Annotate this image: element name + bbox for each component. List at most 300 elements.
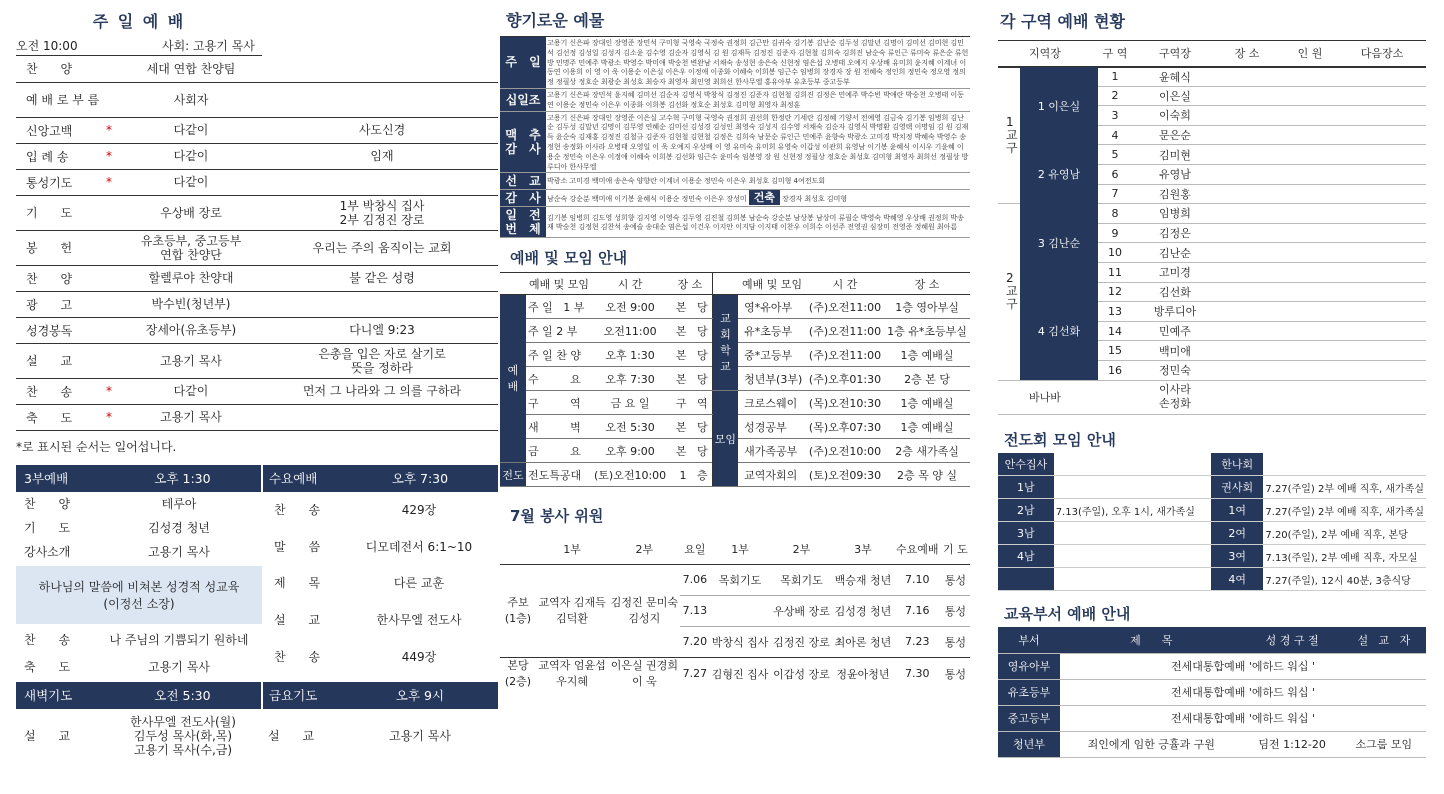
offering-type: 주 일: [500, 37, 546, 89]
meeting-place: 1층 유*초등부실: [884, 319, 970, 343]
order-detail: [266, 404, 498, 430]
duty-date: 7.06: [682, 573, 708, 587]
women-group: 4여: [1211, 568, 1263, 591]
edu-subject: 죄인에게 임한 긍휼과 구원: [1060, 731, 1243, 757]
volunteer-title: 7월 봉사 위원: [510, 507, 604, 526]
prayer-3: 백승재 청년: [834, 573, 892, 587]
offering-type: 선 교: [500, 173, 546, 190]
prayer-1: [709, 595, 770, 626]
groups-head-cell: 구 역: [1092, 41, 1138, 67]
sunday-row: [16, 82, 498, 117]
dept: 영유아부: [998, 653, 1060, 679]
prayer-3: 최아론 청년: [834, 635, 892, 649]
sunday-header: [16, 36, 262, 56]
group-number: 8: [1092, 204, 1138, 224]
edu-title: 교육부서 예배 안내: [1004, 605, 1131, 623]
district-leader: 4 김선화: [1020, 282, 1098, 380]
group-leader: 방루디아: [1138, 302, 1212, 322]
women-schedule: 7.13(주일), 2부 예배 직후, 자모실: [1263, 545, 1426, 568]
third-highlight: 하나님의 말씀에 비쳐본 성경적 성교육 (이정선 소장): [16, 566, 262, 624]
prayer-type: 통성: [944, 635, 967, 649]
meeting-place: 2층 본 당: [884, 367, 970, 391]
volunteer-row: [500, 657, 970, 690]
volunteer-head-cell: 3부: [854, 542, 872, 556]
women-schedule: 7.27(주일) 2부 예배 직후, 새가족실: [1263, 476, 1426, 499]
order-person: 장세아(유초등부): [116, 317, 266, 343]
edu-head-cell: 제 목: [1060, 627, 1243, 653]
meeting-time: (주)오전11:00: [806, 295, 884, 319]
dawn-label: 설 교: [24, 729, 71, 743]
offering-cell: [546, 190, 970, 207]
service-label: 찬 송: [274, 649, 321, 664]
meeting-name: 주 일 찬 양: [526, 343, 592, 367]
order-detail: 사도신경: [266, 117, 498, 143]
offering-cell: [546, 207, 970, 238]
duty-date: 7.13: [682, 604, 708, 618]
order-detail: 임재: [266, 143, 498, 169]
service-value: 한사무엘 전도사: [376, 613, 462, 628]
edu-row: [998, 705, 1426, 731]
stand-mark: [102, 265, 116, 291]
edu-head: [998, 627, 1426, 653]
sunday-row: [16, 195, 498, 230]
order-detail: 은총을 입은 자로 살기로 뜻을 정하라: [266, 343, 498, 378]
group-number: 13: [1092, 302, 1138, 322]
men-group: [998, 568, 1054, 591]
stand-mark: [102, 82, 116, 117]
order-detail: [266, 169, 498, 195]
order-person: 다같이: [116, 143, 266, 169]
volunteer-row: [500, 564, 970, 595]
offering-names: 고용기 신은파 장민석 윤지혜 김미선 김순자 김영식 박창식 김정진 김준자 김현철 김희진 김정은 민예주 박수빈 박애란 박숭천 오병태 이동연 이용순 정민숙 이은우 이종화 이희봉 김선화 정호순 최성호 김미형 최영자 최정훈: [547, 89, 964, 109]
meeting-name: 수 요: [526, 367, 592, 391]
groups-title: 각 구역 예배 현황: [1000, 12, 1125, 31]
group-leader: 김선화: [1138, 282, 1212, 302]
volunteer-head: [500, 533, 970, 564]
group-leader: 김정은: [1138, 223, 1212, 243]
gathering-side: 모임: [712, 391, 738, 487]
offering-row: [500, 173, 970, 190]
sunday-row: [16, 143, 498, 169]
men-schedule: [1054, 545, 1211, 568]
edu-row: [998, 653, 1426, 679]
order-label: 찬 양: [16, 265, 102, 291]
prayer-type: 통성: [944, 604, 967, 618]
order-person: 다같이: [116, 169, 266, 195]
group-number: 10: [1092, 243, 1138, 263]
meeting-time: 오전 5:30: [592, 415, 668, 439]
group-leader: 임병희: [1138, 204, 1212, 224]
meeting-time: (목)오전10:30: [806, 391, 884, 415]
service-row: [266, 492, 498, 529]
sunday-row: [16, 56, 498, 82]
group-leader: 백미애: [1138, 341, 1212, 361]
order-detail: 먼저 그 나라와 그 의를 구하라: [266, 378, 498, 404]
meeting-name: 주 일 1 부: [526, 295, 592, 319]
men-schedule: [1054, 453, 1211, 476]
meeting-time: 오전11:00: [592, 319, 668, 343]
friday-title: 금요기도: [262, 682, 342, 709]
groups-head: [998, 41, 1426, 67]
order-label: 광 고: [16, 291, 102, 317]
evangel-table: [998, 453, 1426, 592]
group-number: 3: [1092, 106, 1138, 126]
edu-head-cell: 부서: [998, 627, 1060, 653]
meeting-name: 새가족공부: [738, 439, 806, 463]
evangel-row: [998, 545, 1426, 568]
third-title: 3부예배: [24, 471, 69, 486]
prayer-1: 목회기도: [718, 573, 762, 587]
meeting-name: 유*초등부: [738, 319, 806, 343]
evangel-row: [998, 499, 1426, 522]
edu-subject: 전세대통합예배 '에하드 워십 ': [1060, 705, 1426, 731]
volunteer-head-cell: 2부: [792, 542, 811, 556]
sunday-time: 오전 10:00: [16, 39, 78, 53]
stand-mark: [102, 291, 116, 317]
order-label: 입 례 송: [16, 143, 102, 169]
service-row: [16, 653, 262, 680]
sunday-service-column: [16, 0, 473, 794]
women-group: 3여: [1211, 545, 1263, 568]
friday-time: 오후 9시: [395, 688, 445, 703]
meeting-head-cell: 예배 및 모임: [738, 273, 806, 295]
group-number: 11: [1092, 262, 1138, 282]
sunday-row: [16, 378, 498, 404]
order-person: 박수빈(청년부): [116, 291, 266, 317]
sunday-row: [16, 291, 498, 317]
wed-rows: [266, 492, 498, 675]
men-schedule: [1054, 568, 1211, 591]
sunday-row: [16, 343, 498, 378]
order-person: 다같이: [116, 117, 266, 143]
group-leader: 김미현: [1138, 145, 1212, 165]
men-group: 안수집사: [998, 453, 1054, 476]
sunday-row: [16, 404, 498, 430]
dawn-time: 오전 5:30: [154, 688, 211, 703]
offering-row: [500, 37, 970, 89]
service-row: [266, 601, 498, 638]
service-row: [16, 626, 262, 653]
prayer-type: 통성: [944, 667, 967, 681]
volunteer-head-cell: 요일: [684, 542, 706, 556]
volunteer-1: 교역자 김재득 김덕환: [538, 595, 606, 625]
stand-mark: *: [102, 143, 116, 169]
barnabas-names: 이사라 손정화: [1138, 380, 1212, 414]
wed-time: 오후 7:30: [391, 471, 449, 486]
meeting-row: [500, 295, 970, 319]
meeting-time: (목)오후07:30: [806, 415, 884, 439]
meeting-place: 본 당: [668, 367, 712, 391]
order-person: 다같이: [116, 378, 266, 404]
men-group: 3남: [998, 522, 1054, 545]
third-rows-2: [16, 626, 262, 680]
edu-verse: 딤전 1:12-20: [1243, 731, 1342, 757]
service-value: 고용기 목사: [148, 659, 210, 674]
women-group: 권사회: [1211, 476, 1263, 499]
volunteer-2: 이은실 권경희 이 욱: [610, 658, 678, 688]
stand-mark: [102, 230, 116, 265]
service-row: [266, 638, 498, 675]
offering-type: 감 사: [500, 190, 546, 207]
district-1: 1 교 구: [998, 67, 1092, 204]
service-row: [16, 540, 262, 564]
wed-date: 7.23: [904, 635, 930, 649]
edu-table: [998, 627, 1426, 758]
meeting-time: (토)오전10:00: [592, 463, 668, 487]
order-label: 봉 헌: [16, 230, 102, 265]
order-detail: [266, 291, 498, 317]
service-label: 강사소개: [24, 545, 71, 559]
meeting-time: 오후 9:00: [592, 439, 668, 463]
group-number: 6: [1092, 164, 1138, 184]
offering-names: 남순숙 강순분 백미애 이기봉 윤혜식 이용순 정민숙 이은우 장성미: [547, 193, 747, 203]
service-label: 말 씀: [274, 539, 321, 554]
meeting-name: 크로스웨이: [738, 391, 806, 415]
meeting-name: 중*고등부: [738, 343, 806, 367]
group-leader: 윤혜식: [1138, 67, 1212, 87]
edu-subject: 전세대통합예배 '에하드 워십 ': [1060, 679, 1426, 705]
worship-side: 예 배: [500, 295, 526, 463]
men-schedule: [1054, 522, 1211, 545]
group-number: 2: [1092, 86, 1138, 106]
order-person: 유초등부, 중고등부 연합 찬양단: [116, 230, 266, 265]
meeting-place: 본 당: [668, 439, 712, 463]
volunteer-head-cell: 1부: [731, 542, 749, 556]
women-schedule: [1263, 453, 1426, 476]
volunteer-head-cell: 2부: [635, 542, 654, 556]
third-wed-table: [16, 465, 498, 492]
prayer-3: 김성경 청년: [834, 604, 892, 618]
group-leader: 이은실: [1138, 86, 1212, 106]
dept: 청년부: [998, 731, 1060, 757]
offering-names: 박광소 고미경 백미애 송은숙 양향란 이계녀 이용순 정민숙 이은우 최성호 김미형 4여전도회: [547, 176, 825, 186]
stand-mark: *: [102, 378, 116, 404]
offering-type: 일 전 번 체: [500, 207, 546, 238]
volunteer-table: [500, 533, 970, 690]
sunday-order-table: [16, 56, 498, 431]
men-schedule: 7.13(주일), 오후 1시, 새가족실: [1054, 499, 1211, 522]
order-detail: 불 같은 성령: [266, 265, 498, 291]
meeting-head-cell: 시 간: [806, 273, 884, 295]
volunteer-head-cell: 수요예배: [895, 542, 939, 556]
group-number: 15: [1092, 341, 1138, 361]
third-time: 오후 1:30: [154, 471, 211, 486]
group-number: 7: [1092, 184, 1138, 204]
wed-date: 7.30: [904, 667, 930, 681]
group-number: 4: [1092, 125, 1138, 145]
meeting-name: 성경공부: [738, 415, 806, 439]
meeting-time: 오후 1:30: [592, 343, 668, 367]
group-number: 16: [1092, 360, 1138, 380]
wed-body: [262, 492, 498, 680]
service-value: 김성경 청년: [148, 521, 210, 535]
offering-cell: [546, 173, 970, 190]
meeting-name: 청년부(3부): [738, 367, 806, 391]
meeting-place: 2층 새가족실: [884, 439, 970, 463]
volunteer-2: 김정진 문미숙 김성지: [610, 595, 678, 625]
meeting-time: (주)오전11:00: [806, 319, 884, 343]
meeting-time: 금 요 일: [592, 391, 668, 415]
offering-row: [500, 207, 970, 238]
service-label: 제 목: [274, 576, 321, 591]
sunday-row: [16, 169, 498, 195]
stand-mark: [102, 343, 116, 378]
group-number: 12: [1092, 282, 1138, 302]
offering-title: 향기로운 예물: [506, 11, 605, 30]
meeting-head-cell: 예배 및 모임: [526, 273, 592, 295]
meeting-name: 금 요: [526, 439, 592, 463]
building-names: 장경자 최성호 김미형: [781, 193, 848, 203]
order-detail: [266, 56, 498, 82]
meeting-place: 1 층: [668, 463, 712, 487]
prayer-2: 김정진 장로: [773, 635, 830, 649]
order-person: 고용기 목사: [116, 343, 266, 378]
order-detail: 우리는 주의 움직이는 교회: [266, 230, 498, 265]
stand-mark: *: [102, 117, 116, 143]
wed-title: 수요예배: [262, 465, 342, 492]
stand-mark: *: [102, 169, 116, 195]
building-tag: 건축: [749, 190, 780, 205]
order-person: 할렐루야 찬양대: [116, 265, 266, 291]
edu-head-cell: 설 교 자: [1342, 627, 1426, 653]
group-leader: 김원홍: [1138, 184, 1212, 204]
groups-head-cell: 인 원: [1282, 41, 1338, 67]
offering-type: 십일조: [500, 88, 546, 111]
women-group: 한나회: [1211, 453, 1263, 476]
district-2: 2 교 구: [998, 204, 1092, 380]
prayer-2: 이갑성 장로: [773, 667, 830, 681]
sunday-row: [16, 117, 498, 143]
groups-column: [998, 0, 1426, 794]
groups-head-cell: 지역장: [998, 41, 1092, 67]
order-label: 설 교: [16, 343, 102, 378]
group-leader: 이숙희: [1138, 106, 1212, 126]
order-label: 기 도: [16, 195, 102, 230]
meeting-time: (토)오전09:30: [806, 463, 884, 487]
dawn-value: 한사무엘 전도사(월) 김두성 목사(화,목) 고용기 목사(수,금): [130, 714, 236, 757]
service-row: [266, 565, 498, 602]
service-value: 449장: [401, 649, 437, 664]
groups-head-cell: 장 소: [1212, 41, 1282, 67]
offering-row: [500, 111, 970, 173]
service-value: 고용기 목사: [148, 545, 210, 559]
service-label: 찬 송: [274, 503, 321, 518]
service-value: 테루아: [161, 497, 197, 511]
order-label: 찬 송: [16, 378, 102, 404]
evangel-side: 전도: [500, 463, 526, 487]
wed-date: 7.10: [904, 573, 930, 587]
volunteer-head-cell: 1부: [563, 542, 581, 556]
meeting-head-cell: 시 간: [592, 273, 668, 295]
women-schedule: 7.20(주일), 2부 예배 직후, 본당: [1263, 522, 1426, 545]
dawn-fri-table: [16, 682, 498, 763]
meeting-time: (주)오후01:30: [806, 367, 884, 391]
meeting-time: (주)오전10:00: [806, 439, 884, 463]
women-group: 1여: [1211, 499, 1263, 522]
women-schedule: 7.27(주일), 12시 40분, 3층식당: [1263, 568, 1426, 591]
order-person: 고용기 목사: [116, 404, 266, 430]
sunday-host: 사회: 고용기 목사: [162, 39, 255, 53]
sunday-row: [16, 317, 498, 343]
third-wed-body: [16, 492, 498, 680]
service-value: 디모데전서 6:1~10: [365, 539, 473, 554]
volunteer-1: 교역자 엄윤섭 우지혜: [538, 658, 606, 688]
meeting-name: 영*유아부: [738, 295, 806, 319]
sunday-row: [16, 265, 498, 291]
order-person: 우상배 장로: [116, 195, 266, 230]
duty-date: 7.20: [682, 635, 708, 649]
edu-row: [998, 731, 1426, 757]
dawn-title: 새벽기도: [24, 688, 73, 703]
meeting-place: 구 역: [668, 391, 712, 415]
third-rows: [16, 492, 262, 564]
order-detail: 다니엘 9:23: [266, 317, 498, 343]
meeting-title: 예배 및 모임 안내: [510, 249, 628, 268]
third-body: [16, 492, 262, 680]
groups-head-cell: 구역장: [1138, 41, 1212, 67]
offering-names: 고용기 신은파 장대인 장영준 장민석 구미형 국영숙 국정숙 권정희 김근만 김귀숙 김기봉 김난순 김두성 김말년 김명이 김미선 김미현 김민석 김선정 김성일 김성지 김소윤 김수영 김순자 김영식 김 원 김재득 김정진 김준자 김현철 김희숙 김희진 남순숙 류인근 류미숙 류은순 류헌방 민명주 민예주 박광소 박영수 박미애 박숭천 변완남 서채숙 송성현 송은숙 신현정 염은섭 오병태 오예지 우상배 유미희 윤지혜 이계녀 이동연 이용희 이 영 이 욱 이용순 이은실 이은우 이정애 이종화 이혜숙 이희봉 임근수 임병희 장경자 장 원 전혜숙 정인희 정민숙 정오영 정의정 정필상 정호순 최광순 최성호 최승자 최영자 최인영 최희선 한사무엘 홍유아부 유초등부 중고등부: [547, 38, 969, 87]
evangel-row: [998, 476, 1426, 499]
school-side: 교 회 학 교: [712, 295, 738, 391]
group-leader: 김난순: [1138, 243, 1212, 263]
men-group: 2남: [998, 499, 1054, 522]
edu-preacher: 소그룹 모임: [1342, 731, 1426, 757]
area-label: 본당 (2층): [504, 658, 532, 688]
order-person: 사회자: [116, 82, 266, 117]
offering-row: [500, 88, 970, 111]
service-label: 기 도: [24, 521, 71, 535]
service-label: 축 도: [24, 659, 71, 674]
group-number: 5: [1092, 145, 1138, 165]
sunday-row: [16, 230, 498, 265]
women-group: 2여: [1211, 522, 1263, 545]
service-value: 429장: [401, 503, 437, 518]
barnabas-label: 바나바: [998, 380, 1092, 414]
barnabas-row: [998, 380, 1426, 414]
service-label: 찬 송: [24, 632, 71, 647]
order-detail: 1부 박창식 집사 2부 김정진 장로: [266, 195, 498, 230]
meeting-row: [500, 391, 970, 415]
meeting-time: 오후 7:30: [592, 367, 668, 391]
edu-row: [998, 679, 1426, 705]
prayer-2: 우상배 장로: [773, 604, 830, 618]
district-leader: 3 김난순: [1020, 204, 1098, 282]
service-row: [16, 516, 262, 540]
service-label: 설 교: [274, 613, 321, 628]
meeting-place: 2층 목 양 실: [884, 463, 970, 487]
standing-note: *로 표시된 순서는 일어섭니다.: [16, 439, 177, 454]
men-group: 1남: [998, 476, 1054, 499]
meeting-name: 전도특공대: [526, 463, 592, 487]
evangel-row: [998, 568, 1426, 591]
service-value: 다른 교훈: [393, 576, 445, 591]
district-leader: 2 유영남: [1020, 145, 1098, 204]
offering-cell: [546, 37, 970, 89]
district-leader: 1 이은실: [1020, 67, 1098, 145]
service-label: 찬 양: [24, 497, 71, 511]
offering-row: [500, 190, 970, 207]
offering-table: [500, 36, 970, 238]
area-label: 주보 (1층): [504, 595, 532, 625]
meeting-head: [500, 273, 970, 295]
volunteer-head-cell: 기 도: [943, 542, 968, 556]
meeting-place: 본 당: [668, 343, 712, 367]
evangel-row: [998, 453, 1426, 476]
meeting-time: 오전 9:00: [592, 295, 668, 319]
stand-mark: [102, 195, 116, 230]
evangel-row: [998, 522, 1426, 545]
group-number: 9: [1092, 223, 1138, 243]
